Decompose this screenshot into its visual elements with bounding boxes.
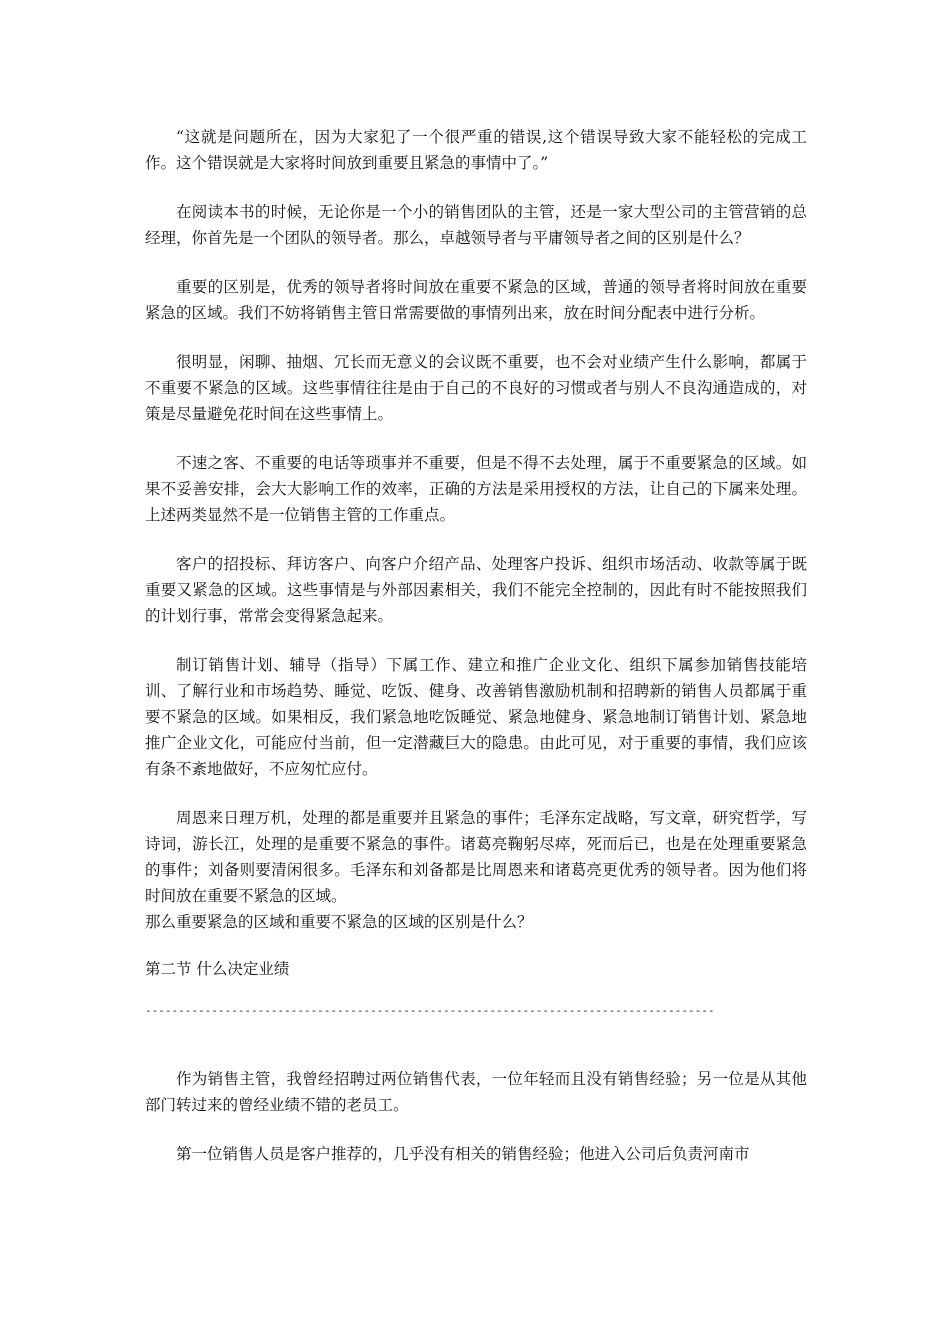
paragraph: 不速之客、不重要的电话等琐事并不重要，但是不得不去处理，属于不重要紧急的区域。如果不妥善安排，会大大影响工作的效率，正确的方法是采用授权的方法，让自己的下属来处理。上述两类显然不是一位销售主管的工作重点。 [145,454,807,524]
paragraph: “这就是问题所在，因为大家犯了一个很严重的错误,这个错误导致大家不能轻松的完成工作。这个错误就是大家将时间放到重要且紧急的事情中了。” [145,128,807,172]
paragraph: 周恩来日理万机，处理的都是重要并且紧急的事件；毛泽东定战略，写文章，研究哲学，写诗词，游长江，处理的是重要不紧急的事件。诸葛亮鞠躬尽瘁，死而后已，也是在处理重要紧急的事件；刘备则要清闲很多。毛泽东和刘备都是比周恩来和诸葛亮更优秀的领导者。因为他们将时间放在重要不紧急的区域。 [145,809,807,905]
paragraph: 制订销售计划、辅导（指导）下属工作、建立和推广企业文化、组织下属参加销售技能培训、了解行业和市场趋势、睡觉、吃饭、健身、改善销售激励机制和招聘新的销售人员都属于重要不紧急的区域。如果相反，我们紧急地吃饭睡觉、紧急地健身、紧急地制订销售计划、紧急地推广企业文化，可能应付当前，但一定潜藏巨大的隐患。由此可见，对于重要的事情，我们应该有条不紊地做好，不应匆忙应付。 [145,656,807,778]
paragraph: 重要的区别是，优秀的领导者将时间放在重要不紧急的区域，普通的领导者将时间放在重要紧急的区域。我们不妨将销售主管日常需要做的事情列出来，放在时间分配表中进行分析。 [145,278,807,322]
paragraph: 作为销售主管，我曾经招聘过两位销售代表，一位年轻而且没有销售经验；另一位是从其他部门转过来的曾经业绩不错的老员工。 [145,1070,807,1114]
paragraph: 客户的招投标、拜访客户、向客户介绍产品、处理客户投诉、组织市场活动、收款等属于既重要又紧急的区域。这些事情是与外部因素相关，我们不能完全控制的，因此有时不能按照我们的计划行事，常常会变得紧急起来。 [145,555,807,625]
paragraph: 在阅读本书的时候，无论你是一个小的销售团队的主管，还是一家大型公司的主管营销的总经理，你首先是一个团队的领导者。那么，卓越领导者与平庸领导者之间的区别是什么？ [145,203,807,247]
paragraph: 第一位销售人员是客户推荐的，几乎没有相关的销售经验；他进入公司后负责河南市 [176,1145,750,1163]
dash-divider: -------------------------------------------------------------------------------------- [145,1004,715,1017]
section-title: 第二节 什么决定业绩 [145,960,290,978]
question-line: 那么重要紧急的区域和重要不紧急的区域的区别是什么？ [145,913,533,931]
document-page [145,124,807,1190]
paragraph: 很明显，闲聊、抽烟、冗长而无意义的会议既不重要，也不会对业绩产生什么影响，都属于不重要不紧急的区域。这些事情往往是由于自己的不良好的习惯或者与别人不良沟通造成的，对策是尽量避免花时间在这些事情上。 [145,353,807,423]
